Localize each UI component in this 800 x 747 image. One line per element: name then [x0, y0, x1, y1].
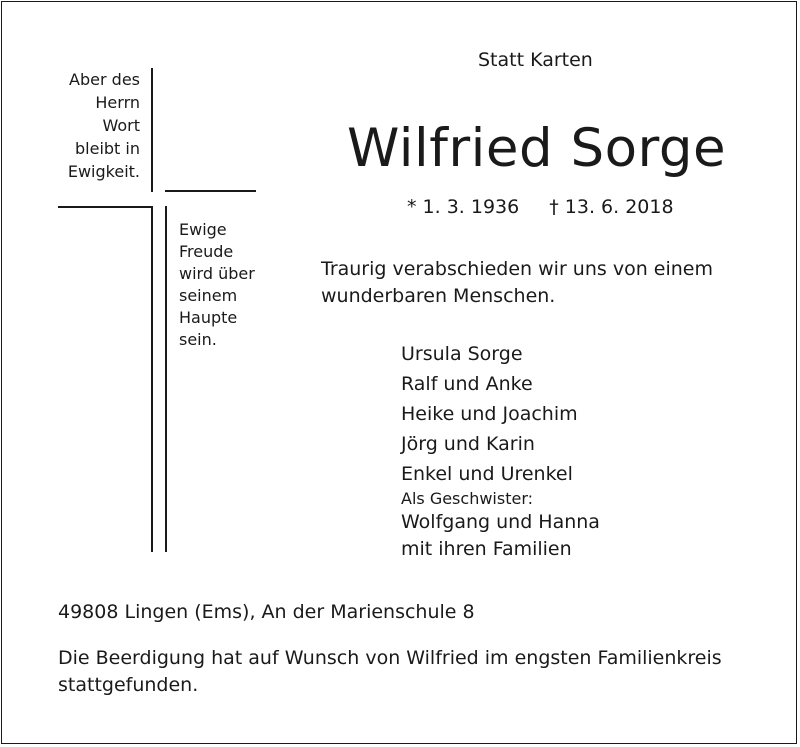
verse-line: Ewige	[179, 220, 227, 239]
verse-line: Wort	[102, 116, 140, 135]
cross-lower-right-vertical	[165, 206, 167, 552]
verse-line: seinem	[179, 286, 238, 305]
mourner-name: Enkel und Urenkel	[401, 463, 573, 485]
verse-line: Herrn	[95, 93, 140, 112]
birth-date: * 1. 3. 1936	[407, 196, 520, 218]
cross-lower-left-vertical	[151, 206, 153, 552]
mourner-name: Jörg und Karin	[401, 433, 535, 455]
verse-bottom	[179, 219, 279, 351]
cross-upper-vertical	[151, 68, 153, 192]
sibling-name: mit ihren Familien	[401, 538, 572, 560]
cross-left-arm	[58, 206, 152, 208]
verse-line: sein.	[179, 330, 217, 349]
sibling-name: Wolfgang und Hanna	[401, 511, 600, 533]
verse-line: wird über	[179, 264, 255, 283]
verse-line: Freude	[179, 242, 234, 261]
cross-right-arm	[165, 190, 256, 192]
deceased-name: Wilfried Sorge	[347, 118, 727, 179]
verse-line: bleibt in	[75, 139, 140, 158]
farewell-sentence: Traurig verabschieden wir uns von einem wunderbaren Menschen.	[321, 258, 713, 307]
funeral-note: Die Beerdigung hat auf Wunsch von Wilfried im engsten Familienkreis stattgefunden.	[58, 647, 722, 696]
mourners-list	[401, 339, 578, 489]
verse-line: Ewigkeit.	[67, 162, 140, 181]
mourner-name: Ursula Sorge	[401, 343, 523, 365]
mourner-name: Heike und Joachim	[401, 403, 578, 425]
siblings-list	[401, 509, 600, 563]
header-note: Statt Karten	[478, 49, 593, 71]
verse-top	[40, 68, 140, 183]
mourner-name: Ralf und Anke	[401, 373, 533, 395]
death-date: † 13. 6. 2018	[549, 196, 674, 218]
life-dates	[407, 196, 674, 218]
verse-line: Aber des	[69, 70, 140, 89]
verse-line: Haupte	[179, 308, 238, 327]
address: 49808 Lingen (Ems), An der Marienschule 8	[58, 601, 475, 623]
siblings-label: Als Geschwister:	[401, 489, 533, 508]
